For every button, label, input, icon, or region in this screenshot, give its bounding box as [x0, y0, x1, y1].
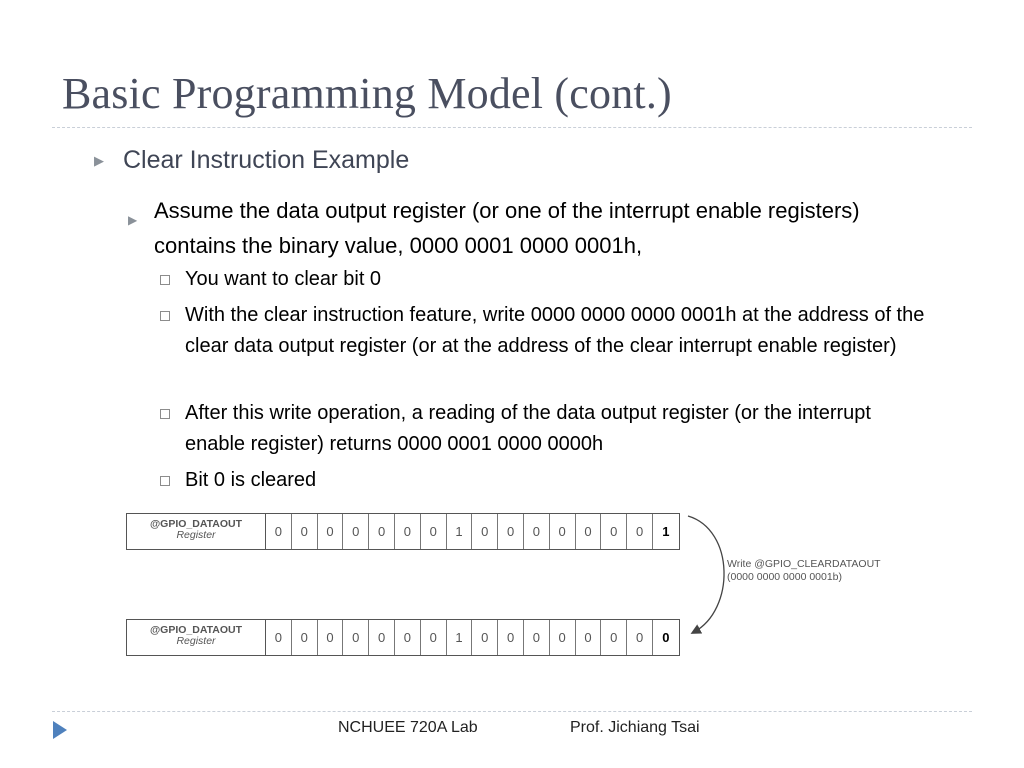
register-bit: 0: [395, 620, 421, 655]
square-bullet-icon: [160, 476, 170, 486]
register-bit: 0: [266, 620, 292, 655]
register-bit: 0: [292, 620, 318, 655]
register-bit: 0: [369, 620, 395, 655]
register-bit: 0: [343, 620, 369, 655]
register-bit: 0: [318, 514, 344, 549]
register-bit: 1: [662, 524, 670, 539]
register-bit: 0: [662, 630, 670, 645]
register-bit: 0: [266, 514, 292, 549]
register-word: Register: [176, 529, 216, 541]
register-bit: 0: [318, 620, 344, 655]
register-bit: 0: [550, 620, 576, 655]
bullet-arrow-icon: ▶: [94, 153, 104, 168]
register-bit: 0: [550, 514, 576, 549]
register-bit: 0: [627, 514, 653, 549]
register-bit: 0: [627, 620, 653, 655]
slide-title: Basic Programming Model (cont.): [62, 69, 672, 118]
square-bullet-icon: [160, 409, 170, 419]
register-label: [127, 620, 266, 655]
register-bit: 0: [369, 514, 395, 549]
bullet-arrow-icon: ▶: [128, 213, 138, 227]
write-label: Write @GPIO_CLEARDATAOUT: [727, 558, 881, 570]
footer-divider: [52, 711, 972, 712]
write-note: [727, 558, 881, 584]
register-name: @GPIO_DATAOUT: [149, 518, 243, 530]
bullet-level1-text: Clear Instruction Example: [123, 146, 410, 174]
register-bit: 1: [447, 620, 473, 655]
write-value: (0000 0000 0000 0001b): [727, 571, 843, 583]
title-divider: [52, 127, 972, 128]
register-bit: 0: [576, 514, 602, 549]
register-bit: 0: [498, 514, 524, 549]
register-bit: 0: [601, 620, 627, 655]
register-bit: 0: [472, 620, 498, 655]
register-bit: 0: [292, 514, 318, 549]
bullet-level2-text: Assume the data output register (or one of the interrupt enable registers) contains the binary value, 0000 0001 0000 0001h,: [154, 198, 860, 258]
register-bit: 0: [395, 514, 421, 549]
register-before: [126, 513, 680, 550]
sub-bullet-text: After this write operation, a reading of the data output register (or the interrupt enable register) returns 0000 0001 0000 0000h: [185, 402, 871, 455]
footer-author: Prof. Jichiang Tsai: [570, 719, 700, 736]
register-bit: 0: [472, 514, 498, 549]
register-after: [126, 619, 680, 656]
register-bit: 0: [498, 620, 524, 655]
register-word: Register: [176, 635, 216, 647]
register-bit: 0: [421, 620, 447, 655]
register-bit: 0: [601, 514, 627, 549]
sub-bullet-text: With the clear instruction feature, write 0000 0000 0000 0001h at the address of the clear data output register (or at the address of the clear interrupt enable register): [185, 304, 925, 357]
register-name: @GPIO_DATAOUT: [149, 624, 243, 636]
register-bit: 0: [524, 620, 550, 655]
square-bullet-icon: [160, 311, 170, 321]
register-label: [127, 514, 266, 549]
square-bullet-icon: [160, 275, 170, 285]
register-bit: 0: [576, 620, 602, 655]
register-bit: 0: [343, 514, 369, 549]
play-arrow-icon: [52, 720, 68, 740]
footer-lab: NCHUEE 720A Lab: [338, 719, 478, 736]
register-bit: 0: [524, 514, 550, 549]
sub-bullet-text: You want to clear bit 0: [185, 268, 382, 290]
sub-bullet-text: Bit 0 is cleared: [185, 469, 317, 491]
register-bit: 0: [421, 514, 447, 549]
register-bit: 1: [447, 514, 473, 549]
